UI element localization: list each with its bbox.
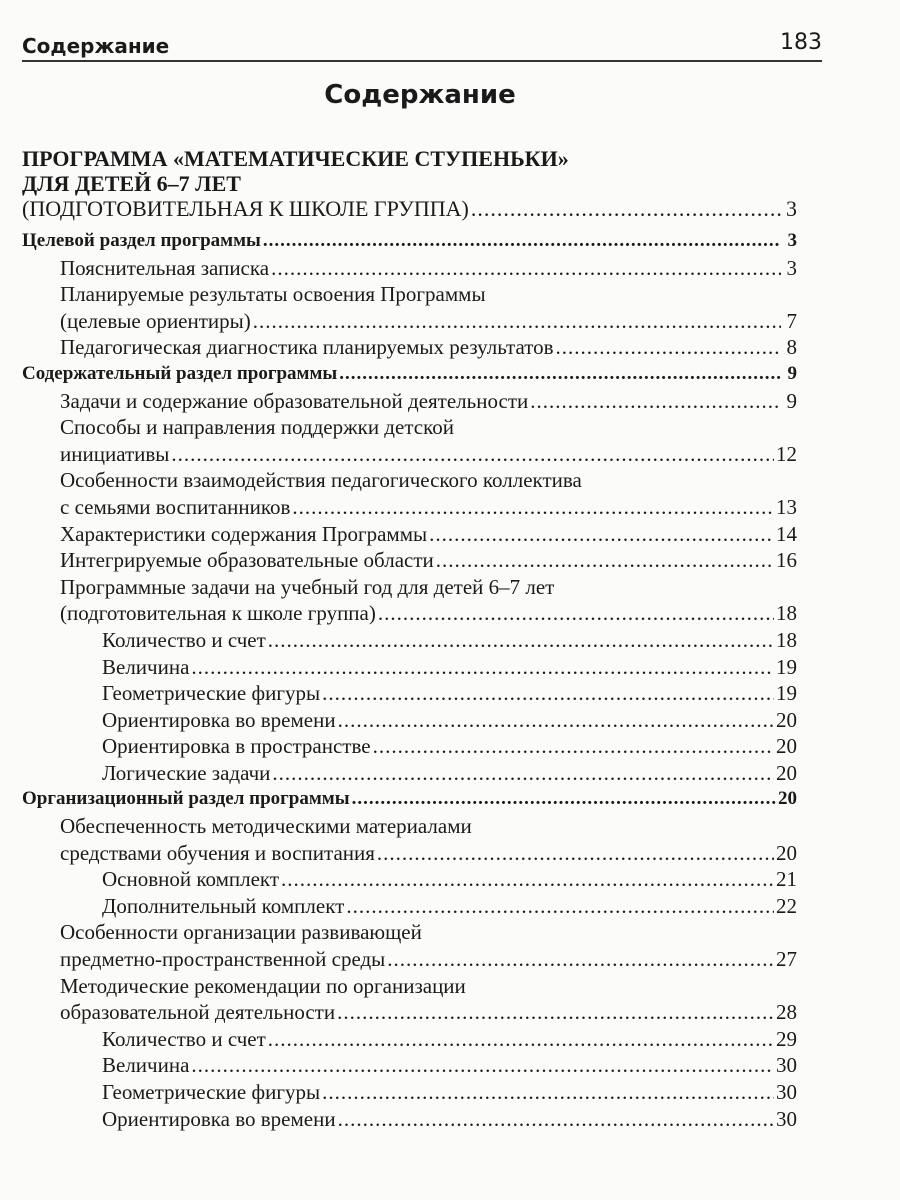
toc-entry-line: [60, 414, 797, 441]
toc-page-number: 8: [786, 335, 797, 360]
toc-entry: [22, 574, 797, 627]
table-of-contents: [22, 228, 797, 1132]
toc-page-number: 13: [776, 494, 797, 519]
toc-entry-line: [102, 1026, 797, 1053]
toc-entry-line: [102, 627, 797, 654]
toc-entry-title: Задачи и содержание образовательной деятельности: [60, 388, 529, 413]
toc-entry: [22, 281, 797, 334]
dot-leader: [271, 255, 781, 282]
toc-page-number: 20: [778, 788, 797, 810]
toc-entry-line: [60, 999, 797, 1026]
toc-page-number: 27: [776, 947, 797, 972]
dot-leader: [339, 361, 781, 388]
dot-leader: [253, 308, 781, 335]
toc-entry: [22, 733, 797, 760]
toc-section: [22, 228, 797, 255]
toc-entry: [22, 547, 797, 574]
toc-entry-line: [60, 467, 797, 494]
toc-page-number: 12: [776, 441, 797, 466]
dot-leader: [268, 627, 774, 654]
toc-entry-line: [102, 760, 797, 787]
toc-page-number: 7: [786, 308, 797, 333]
toc-entry-line: [22, 361, 797, 388]
toc-entry-line: [102, 654, 797, 681]
toc-entry: [22, 760, 797, 787]
dot-leader: [346, 893, 774, 920]
toc-entry-title: Дополнительный комплект: [102, 893, 345, 918]
toc-page-number: 18: [776, 627, 797, 652]
toc-entry-line: [60, 494, 797, 521]
toc-entry-line: [102, 866, 797, 893]
dot-leader: [292, 494, 774, 521]
toc-entry-line: [60, 547, 797, 574]
toc-entry-title: Содержательный раздел программы: [22, 362, 338, 384]
toc-entry-title: инициативы: [60, 441, 170, 466]
toc-entry-title: образовательной деятельности: [60, 1000, 336, 1025]
toc-entry-line: [60, 334, 797, 361]
toc-entry-title: Особенности организации развивающей: [60, 920, 422, 945]
dot-leader: [429, 521, 774, 548]
toc-entry: [22, 1079, 797, 1106]
dot-leader: [322, 680, 774, 707]
dot-leader: [352, 786, 776, 813]
toc-page-number: 20: [776, 760, 797, 785]
dot-leader: [191, 654, 774, 681]
dot-leader: [387, 946, 774, 973]
toc-entry: [22, 334, 797, 361]
toc-entry-title: Геометрические фигуры: [102, 681, 321, 706]
program-title-line-2: ДЛЯ ДЕТЕЙ 6–7 ЛЕТ: [22, 171, 241, 196]
toc-section: [22, 786, 797, 813]
dot-leader: [338, 707, 774, 734]
toc-entry-title: Интегрируемые образовательные области: [60, 548, 434, 573]
toc-entry-line: [22, 786, 797, 813]
toc-entry: [22, 414, 797, 467]
toc-page-number: 3: [786, 196, 797, 221]
toc-entry-line: [60, 813, 797, 840]
toc-entry-line: [60, 281, 797, 308]
toc-entry-line: [60, 600, 797, 627]
program-heading: [22, 146, 797, 221]
dot-leader: [263, 228, 781, 255]
toc-page-number: 9: [786, 388, 797, 413]
toc-entry-line: [60, 946, 797, 973]
toc-page-number: 18: [776, 601, 797, 626]
toc-entry-title: средствами обучения и воспитания: [60, 840, 375, 865]
toc-entry-title: Методические рекомендации по организации: [60, 973, 466, 998]
toc-entry-line: [102, 707, 797, 734]
toc-entry-title: (целевые ориентиры): [60, 308, 251, 333]
toc-entry-line: [60, 388, 797, 415]
toc-entry-title: Ориентировка во времени: [102, 707, 336, 732]
dot-leader: [268, 1026, 774, 1053]
toc-entry-title: Логические задачи: [102, 760, 271, 785]
dot-leader: [281, 866, 774, 893]
toc-entry: [22, 627, 797, 654]
toc-entry: [22, 919, 797, 972]
toc-entry: [22, 1052, 797, 1079]
toc-entry-title: Целевой раздел программы: [22, 230, 261, 251]
toc-entry-line: [22, 228, 797, 255]
program-title-entry: [22, 196, 797, 221]
toc-page-number: 20: [776, 734, 797, 759]
toc-entry-line: [102, 680, 797, 707]
toc-entry-line: [60, 574, 797, 601]
toc-entry-title: Программные задачи на учебный год для детей 6–7 лет: [60, 574, 555, 599]
dot-leader: [436, 547, 774, 574]
toc-entry: [22, 1106, 797, 1133]
toc-page-number: 21: [776, 867, 797, 892]
toc-entry-line: [60, 973, 797, 1000]
toc-entry-title: Способы и направления поддержки детской: [60, 415, 454, 440]
toc-page-number: 20: [776, 840, 797, 865]
running-title: Содержание: [22, 34, 170, 58]
dot-leader: [171, 441, 774, 468]
toc-entry: [22, 654, 797, 681]
toc-entry-line: [102, 1106, 797, 1133]
toc-page-number: 3: [787, 230, 797, 251]
dot-leader: [337, 999, 774, 1026]
toc-entry-line: [60, 255, 797, 282]
toc-entry-line: [102, 733, 797, 760]
toc-entry-title: Характеристики содержания Программы: [60, 521, 428, 546]
toc-entry-title: Педагогическая диагностика планируемых результатов: [60, 335, 554, 360]
dot-leader: [373, 733, 774, 760]
toc-page-number: 16: [776, 548, 797, 573]
toc-entry: [22, 866, 797, 893]
dot-leader: [530, 388, 781, 415]
toc-entry: [22, 813, 797, 866]
toc-entry-title: Величина: [102, 1053, 190, 1078]
toc-page-number: 20: [776, 707, 797, 732]
toc-entry-line: [102, 1052, 797, 1079]
program-title-line-1: ПРОГРАММА «МАТЕМАТИЧЕСКИЕ СТУПЕНЬКИ»: [22, 146, 569, 171]
toc-entry-title: с семьями воспитанников: [60, 494, 291, 519]
dot-leader: [556, 334, 781, 361]
toc-entry-title: Геометрические фигуры: [102, 1080, 321, 1104]
toc-entry: [22, 521, 797, 548]
toc-entry-line: [102, 1079, 797, 1106]
dot-leader: [377, 840, 774, 867]
toc-entry-title: Особенности взаимодействия педагогического коллектива: [60, 468, 582, 493]
toc-entry-title: Количество и счет: [102, 627, 266, 652]
toc-entry-title: Величина: [102, 654, 190, 679]
toc-entry-line: [60, 308, 797, 335]
toc-page-number: 22: [776, 893, 797, 918]
toc-entry-title: Пояснительная записка: [60, 255, 270, 280]
toc-entry: [22, 388, 797, 415]
toc-page-number: 19: [776, 681, 797, 706]
dot-leader: [191, 1052, 774, 1079]
toc-entry-title: Количество и счет: [102, 1026, 266, 1051]
toc-entry-title: (подготовительная к школе группа): [60, 601, 376, 626]
dot-leader: [272, 760, 774, 787]
toc-page-number: 30: [776, 1080, 797, 1104]
toc-page-number: 28: [776, 1000, 797, 1025]
toc-entry-title: Обеспеченность методическими материалами: [60, 814, 472, 839]
dot-leader: [378, 600, 774, 627]
toc-entry-title: предметно-пространственной среды: [60, 947, 386, 972]
toc-entry-title: Ориентировка во времени: [102, 1106, 336, 1131]
toc-entry-title: Планируемые результаты освоения Программы: [60, 282, 486, 307]
toc-entry: [22, 707, 797, 734]
toc-entry: [22, 255, 797, 282]
toc-page-number: 9: [787, 362, 797, 384]
toc-entry-line: [102, 893, 797, 920]
page-number: 183: [780, 30, 822, 55]
dot-leader: [338, 1106, 774, 1133]
dot-leader: [322, 1079, 774, 1106]
toc-page-number: 14: [776, 521, 797, 546]
toc-entry-title: Ориентировка в пространстве: [102, 734, 371, 759]
toc-page-number: 3: [786, 255, 797, 280]
running-header: [22, 30, 822, 62]
toc-entry-line: [60, 840, 797, 867]
toc-entry-title: Основной комплект: [102, 867, 280, 892]
page-title: Содержание: [324, 80, 516, 110]
toc-entry: [22, 680, 797, 707]
toc-page-number: 30: [776, 1053, 797, 1078]
toc-entry-line: [60, 521, 797, 548]
toc-entry-title: Организационный раздел программы: [22, 788, 350, 810]
toc-section: [22, 361, 797, 388]
toc-entry: [22, 973, 797, 1026]
toc-page-number: 19: [776, 654, 797, 679]
toc-page-number: 30: [776, 1106, 797, 1131]
toc-page-number: 29: [776, 1026, 797, 1051]
toc-entry: [22, 893, 797, 920]
toc-entry: [22, 467, 797, 520]
program-title-line-3: (ПОДГОТОВИТЕЛЬНАЯ К ШКОЛЕ ГРУППА): [22, 196, 469, 221]
toc-entry-line: [60, 919, 797, 946]
toc-entry: [22, 1026, 797, 1053]
dot-leader: [471, 196, 781, 221]
toc-entry-line: [60, 441, 797, 468]
